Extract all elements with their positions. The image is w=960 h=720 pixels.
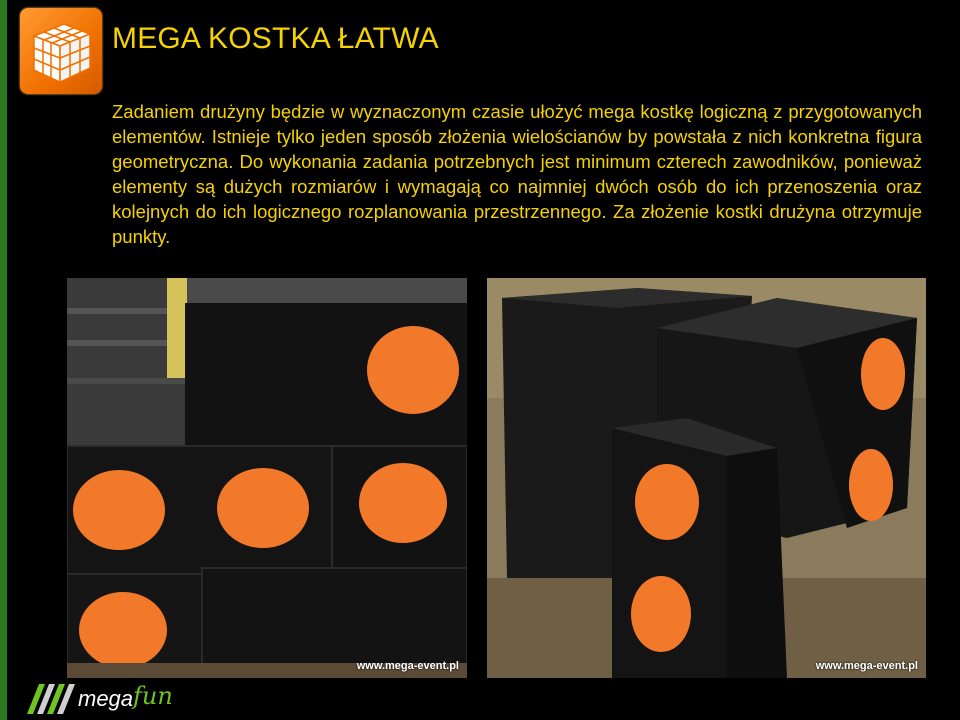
- slide-body-text: Zadaniem drużyny będzie w wyznaczonym czasie ułożyć mega kostkę logiczną z przygotowanych elementów. Istnieje tylko jeden sposób złożenia wielościanów by powstała z nich konkretna figura geometryczna. Do wykonania zadania potrzebnych jest minimum czterech zawodników, ponieważ elementy są dużych rozmiarów i wymagają co najmniej dwóch osób do ich przenoszenia oraz kolejnych do ich logicznego rozplanowania przestrzennego. Za złożenie kostki drużyna otrzymuje punkty.: [112, 101, 922, 247]
- megafun-logo: [25, 680, 175, 716]
- brand-fun-text: fun: [133, 682, 173, 710]
- side-accent-bar: [0, 0, 7, 720]
- slide-title: MEGA KOSTKA ŁATWA: [112, 22, 439, 55]
- rubiks-cube-icon: [20, 8, 102, 94]
- photo-watermark: www.mega-event.pl: [356, 660, 459, 672]
- photo-blocks-right: [487, 278, 926, 678]
- photo-watermark: www.mega-event.pl: [815, 660, 918, 672]
- photo-blocks-left: [67, 278, 467, 678]
- stripes-icon: [25, 680, 77, 716]
- brand-mega-text: mega: [78, 686, 134, 711]
